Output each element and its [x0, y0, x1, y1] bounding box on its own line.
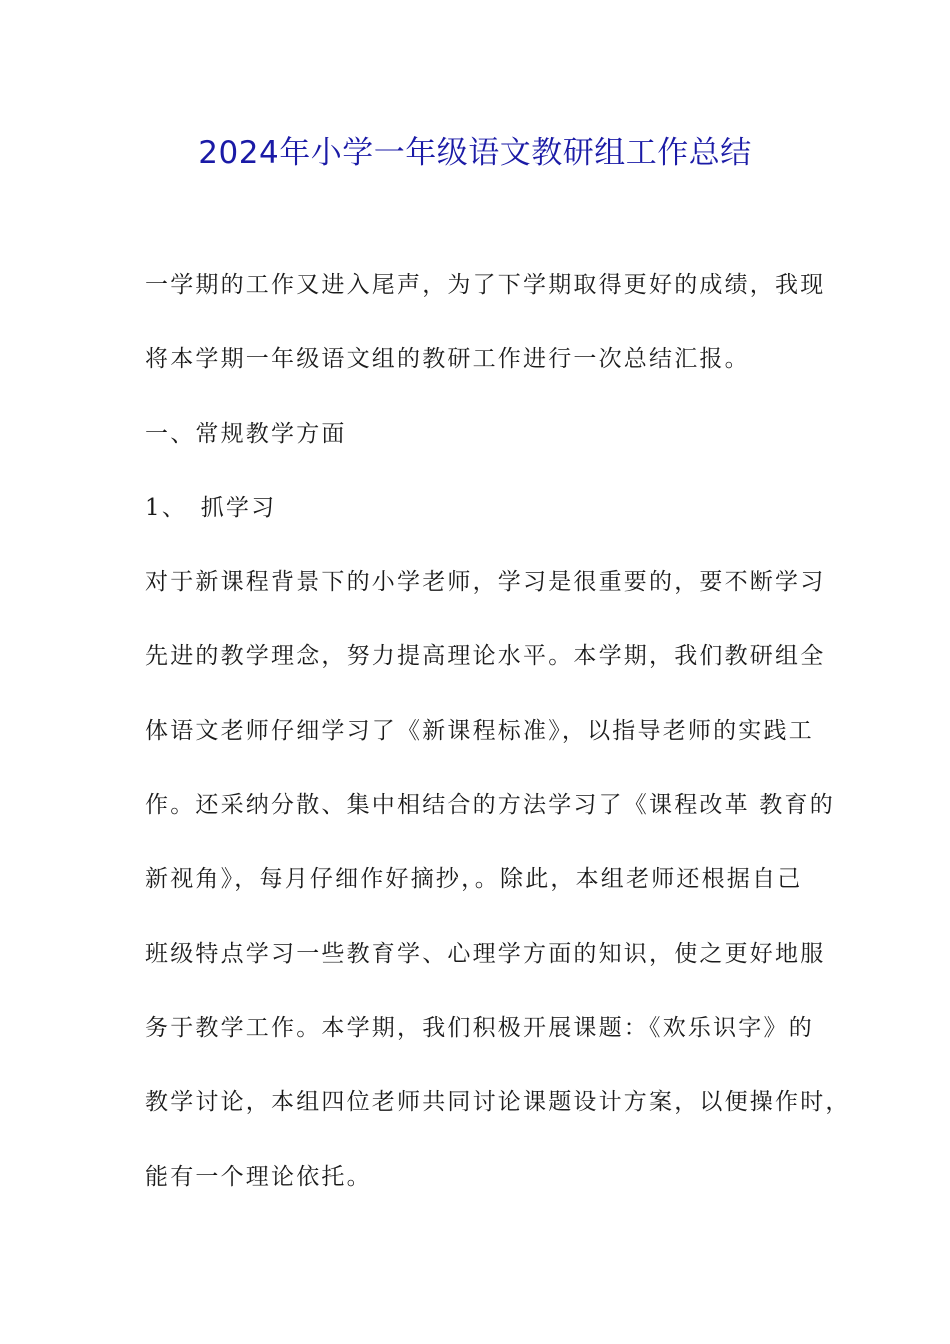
document-title: 2024年小学一年级语文教研组工作总结 [198, 135, 752, 171]
subsection-heading: 1、 抓学习 [145, 494, 277, 521]
section-heading: 一、常规教学方面 [145, 420, 347, 447]
document-body [145, 262, 851, 1228]
paragraph-line: 班级特点学习一些教育学、心理学方面的知识，使之更好地服 [145, 940, 826, 967]
paragraph-line: 务于教学工作。本学期，我们积极开展课题：《欢乐识字》的 [145, 1014, 814, 1041]
paragraph-line: 一学期的工作又进入尾声，为了下学期取得更好的成绩，我现 [145, 272, 826, 298]
paragraph-line: 作。还采纳分散、集中相结合的方法学习了《课程改革 教育的 [145, 792, 835, 819]
paragraph-line: 新视角》，每月仔细作好摘抄，。除此，本组老师还根据自己 [145, 866, 803, 893]
paragraph-line: 先进的教学理念，努力提高理论水平。本学期，我们教研组全 [145, 643, 826, 670]
paragraph-line: 体语文老师仔细学习了《新课程标准》，以指导老师的实践工 [145, 717, 814, 744]
paragraph-line: 教学讨论，本组四位老师共同讨论课题设计方案，以便操作时， [145, 1089, 851, 1116]
paragraph-line: 对于新课程背景下的小学老师，学习是很重要的，要不断学习 [145, 569, 826, 596]
paragraph-line: 将本学期一年级语文组的教研工作进行一次总结汇报。 [145, 346, 750, 373]
paragraph-line: 能有一个理论依托。 [145, 1163, 372, 1190]
